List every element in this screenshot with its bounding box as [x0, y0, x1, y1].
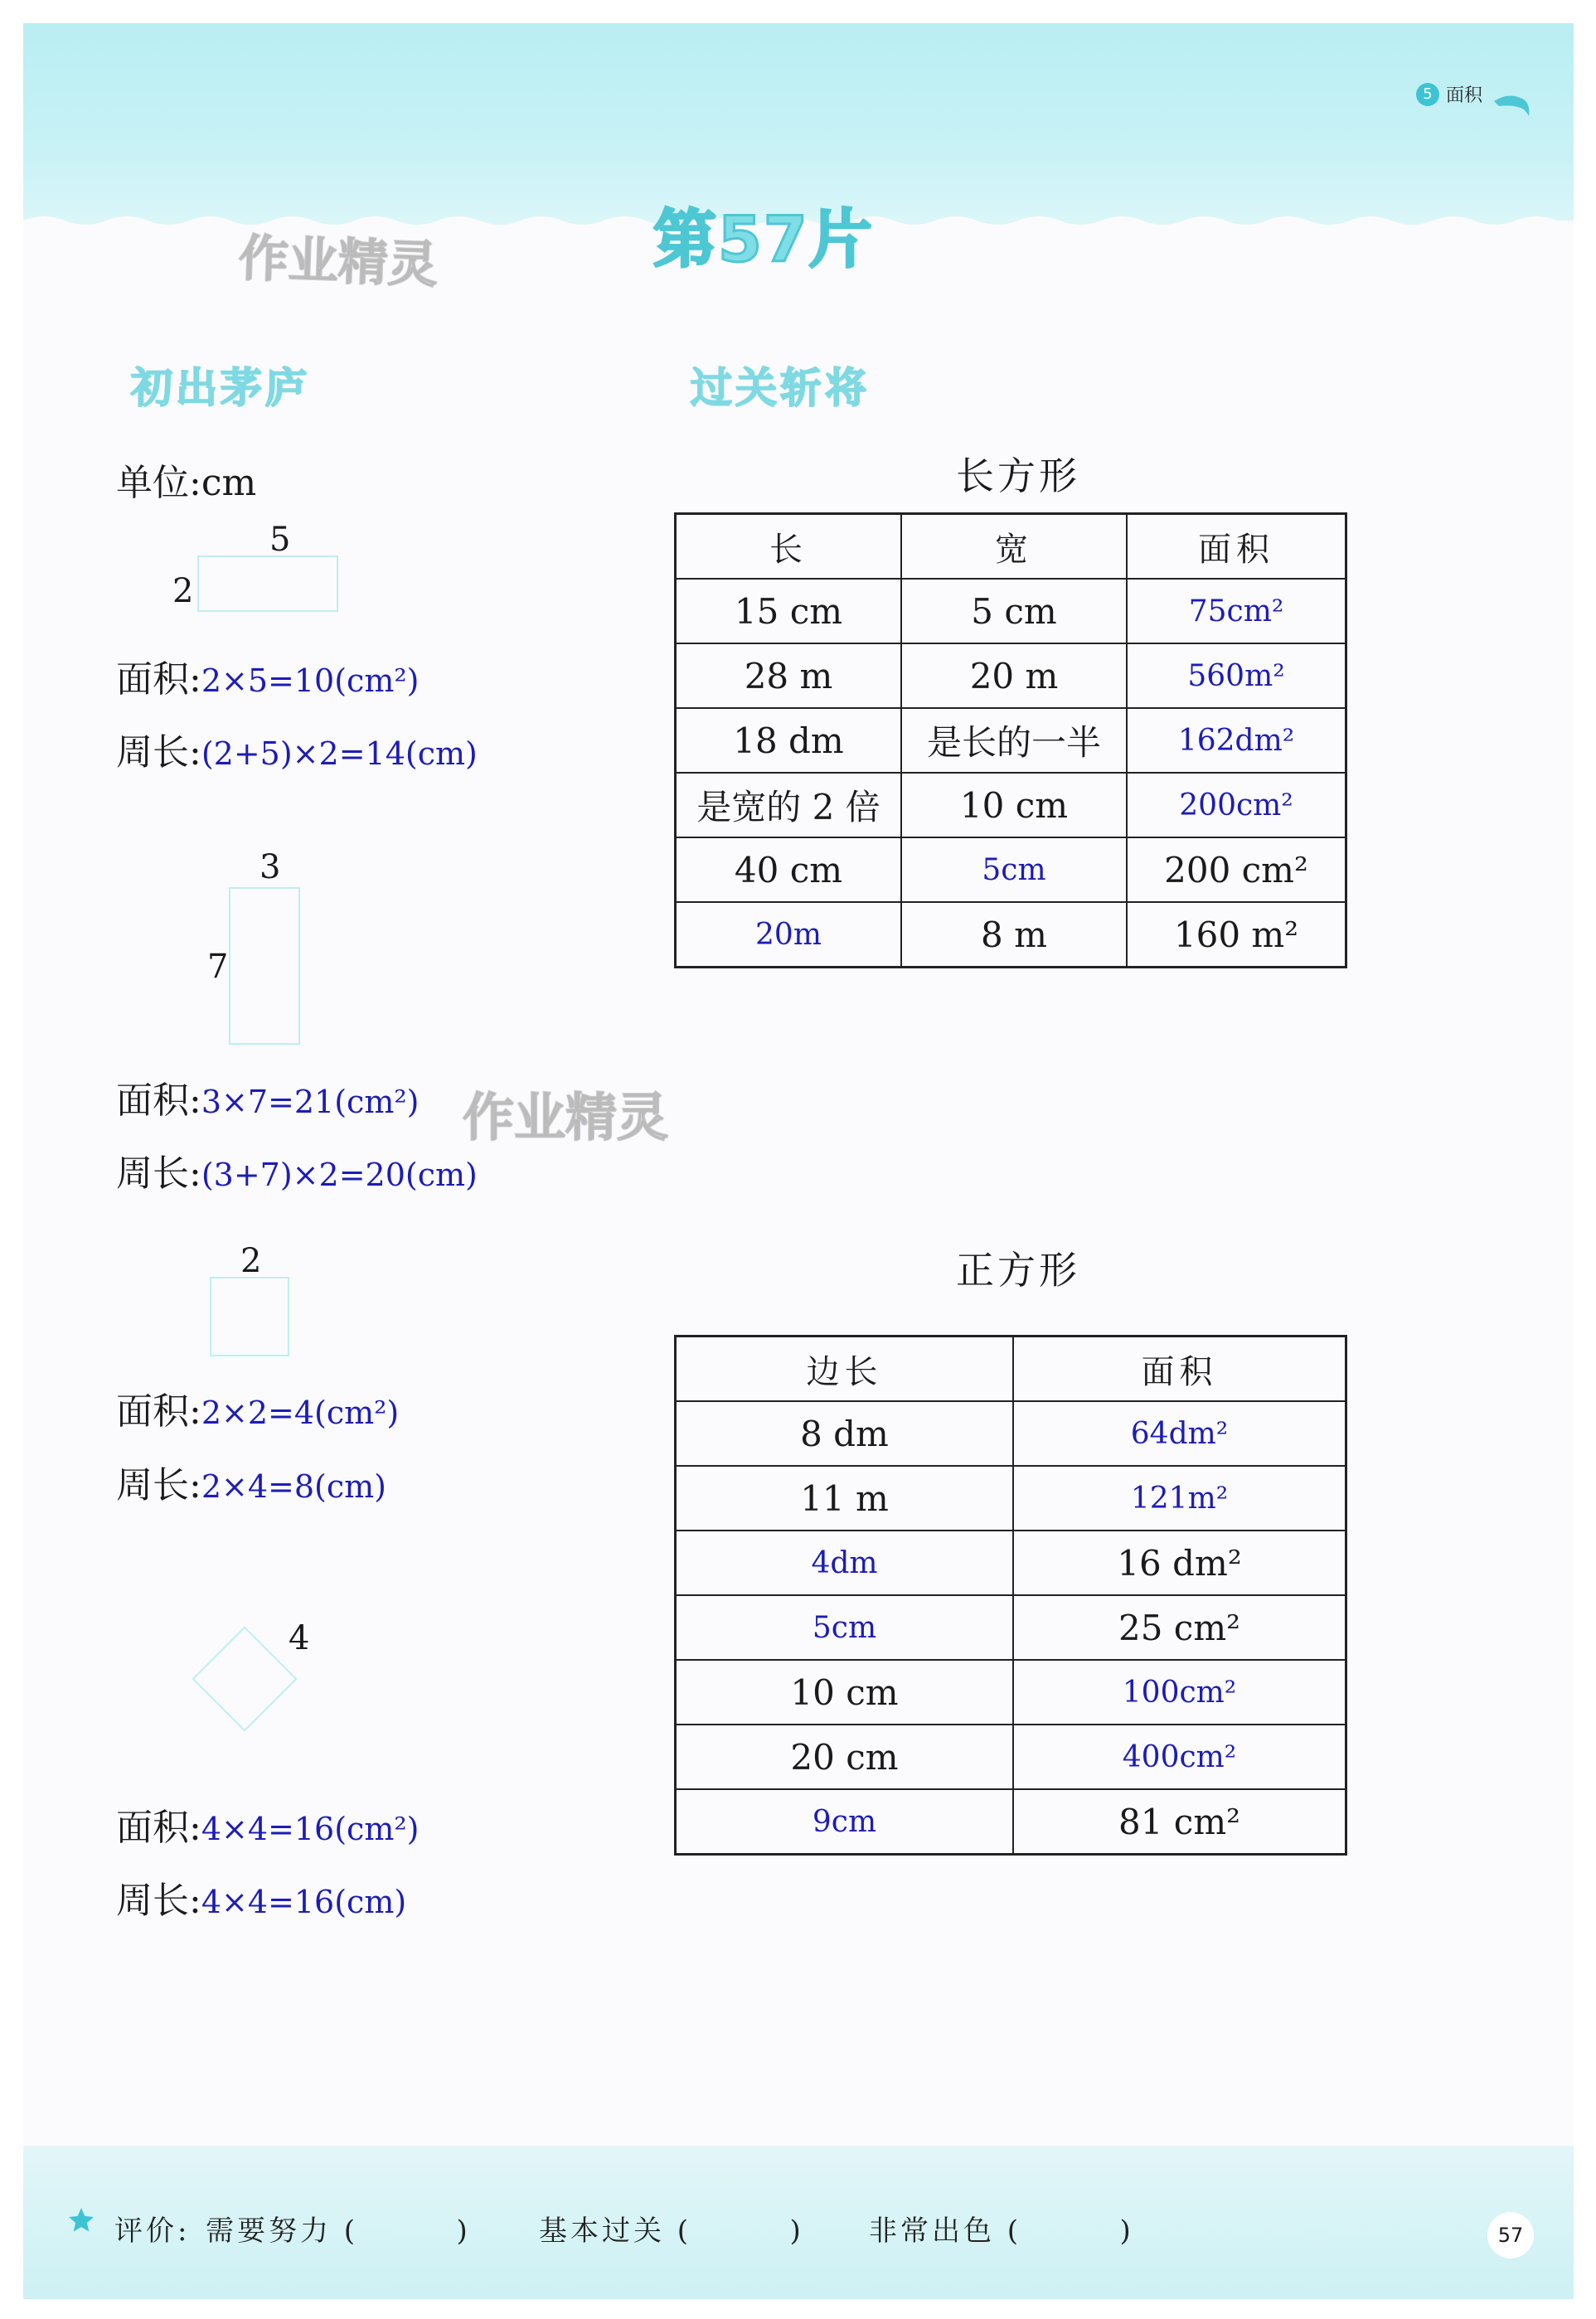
table-cell: 11 m	[676, 1466, 1014, 1531]
evaluation-option-1: 需要努力 ( )	[206, 2215, 471, 2248]
answer-cell: 200cm²	[1127, 773, 1346, 837]
answer-cell: 5cm	[901, 837, 1127, 902]
shape-3-area-answer: 2×2=4(cm²)	[201, 1395, 400, 1431]
chapter-title: 面积	[1445, 85, 1482, 106]
answer-cell: 100cm²	[1013, 1660, 1346, 1725]
answer-cell: 20m	[676, 902, 902, 968]
table-row	[676, 1789, 1346, 1855]
table-cell: 8 dm	[676, 1401, 1014, 1466]
shape-2-side-label: 7	[207, 948, 229, 986]
shape-1-area-row	[116, 649, 419, 702]
table-row	[676, 579, 1346, 643]
table-cell: 是宽的 2 倍	[676, 773, 902, 837]
answer-cell: 75cm²	[1127, 579, 1346, 643]
shape-1-area-answer: 2×5=10(cm²)	[201, 662, 420, 699]
header-cell: 宽	[901, 514, 1127, 580]
unit-label: 单位:cm	[116, 462, 257, 504]
chapter-tag	[1416, 81, 1482, 107]
table-header-row	[676, 1337, 1346, 1402]
table-cell: 28 m	[676, 643, 902, 708]
table-cell: 20 cm	[676, 1725, 1014, 1789]
watermark: 作业精灵	[463, 1087, 669, 1147]
table-cell: 5 cm	[901, 579, 1127, 643]
shape-1-side-label: 2	[172, 572, 194, 610]
area-label: 面积:	[116, 1390, 201, 1433]
worksheet-page	[23, 23, 1574, 2299]
table-cell: 10 cm	[901, 773, 1127, 837]
shape-2-area-row	[116, 1070, 419, 1123]
table-cell: 15 cm	[676, 579, 902, 643]
section-title-right: 过关斩将	[691, 364, 870, 412]
header-cell: 面积	[1013, 1337, 1346, 1402]
shape-4-perimeter-row	[116, 1870, 406, 1924]
table-cell: 16 dm²	[1013, 1531, 1346, 1595]
square-table-title: 正方形	[956, 1248, 1080, 1293]
answer-cell: 162dm²	[1127, 708, 1346, 773]
square-table	[674, 1335, 1347, 1856]
shape-3-square	[210, 1277, 289, 1356]
evaluation-label: 评价:	[114, 2215, 191, 2248]
table-row	[676, 643, 1346, 708]
table-cell: 10 cm	[676, 1660, 1014, 1725]
table-row	[676, 837, 1346, 902]
answer-cell: 560m²	[1127, 643, 1346, 708]
perimeter-label: 周长:	[116, 731, 201, 774]
table-cell: 160 m²	[1127, 902, 1346, 968]
header-cell: 面积	[1127, 514, 1346, 580]
table-row	[676, 773, 1346, 837]
table-row	[676, 902, 1346, 968]
shape-4-perimeter-answer: 4×4=16(cm)	[201, 1884, 407, 1920]
shape-4-area-answer: 4×4=16(cm²)	[201, 1811, 420, 1847]
area-label: 面积:	[116, 1807, 201, 1849]
shape-3-area-row	[116, 1381, 399, 1434]
shape-1-top-label: 5	[269, 521, 291, 559]
shape-4-area-row	[116, 1797, 419, 1851]
shape-2-perimeter-row	[116, 1143, 478, 1196]
area-label: 面积:	[116, 1079, 201, 1122]
perimeter-label: 周长:	[116, 1880, 201, 1922]
answer-cell: 4dm	[676, 1531, 1014, 1595]
table-cell: 是长的一半	[901, 708, 1127, 773]
table-cell: 40 cm	[676, 837, 902, 902]
shape-4-diamond	[192, 1626, 297, 1731]
table-row	[676, 1401, 1346, 1466]
area-label: 面积:	[116, 658, 201, 701]
evaluation-option-3: 非常出色 ( )	[869, 2215, 1134, 2248]
perimeter-label: 周长:	[116, 1464, 201, 1506]
table-cell: 20 m	[901, 643, 1127, 708]
answer-cell: 5cm	[676, 1595, 1014, 1660]
answer-cell: 121m²	[1013, 1466, 1346, 1531]
answer-cell: 400cm²	[1013, 1725, 1346, 1789]
section-title-left: 初出茅庐	[131, 364, 310, 412]
shape-3-perimeter-answer: 2×4=8(cm)	[201, 1468, 387, 1505]
table-row	[676, 1660, 1346, 1725]
header-cell: 边长	[676, 1337, 1014, 1402]
shape-3-top-label: 2	[240, 1242, 262, 1280]
chapter-number-badge: 5	[1416, 83, 1439, 106]
table-row	[676, 708, 1346, 773]
answer-cell: 64dm²	[1013, 1401, 1346, 1466]
table-row	[676, 1466, 1346, 1531]
table-row	[676, 1725, 1346, 1789]
table-cell: 200 cm²	[1127, 837, 1346, 902]
perimeter-label: 周长:	[116, 1152, 201, 1195]
table-row	[676, 1531, 1346, 1595]
shape-1-perimeter-row	[116, 722, 478, 775]
shape-2-top-label: 3	[260, 848, 281, 886]
shape-1-perimeter-answer: (2+5)×2=14(cm)	[201, 735, 478, 772]
table-cell: 25 cm²	[1013, 1595, 1346, 1660]
shape-3-perimeter-row	[116, 1455, 386, 1508]
table-cell: 18 dm	[676, 708, 902, 773]
shape-2-perimeter-answer: (3+7)×2=20(cm)	[201, 1157, 478, 1193]
shape-2-area-answer: 3×7=21(cm²)	[201, 1084, 420, 1120]
table-header-row	[676, 514, 1346, 580]
table-row	[676, 1595, 1346, 1660]
page-title: 第57片	[653, 202, 874, 276]
evaluation-option-2: 基本过关 ( )	[539, 2215, 804, 2248]
dolphin-icon	[1492, 91, 1534, 124]
rectangle-table	[674, 512, 1347, 968]
table-cell: 81 cm²	[1013, 1789, 1346, 1855]
answer-cell: 9cm	[676, 1789, 1014, 1855]
watermark: 作业精灵	[237, 229, 439, 295]
shape-2-rectangle	[229, 887, 300, 1045]
table-cell: 8 m	[901, 902, 1127, 968]
page-number: 57	[1487, 2212, 1534, 2258]
header-cell: 长	[676, 514, 902, 580]
rect-table-title: 长方形	[956, 454, 1080, 498]
star-icon	[66, 2205, 96, 2235]
shape-1-rectangle	[197, 555, 338, 612]
shape-4-top-label: 4	[289, 1619, 310, 1657]
